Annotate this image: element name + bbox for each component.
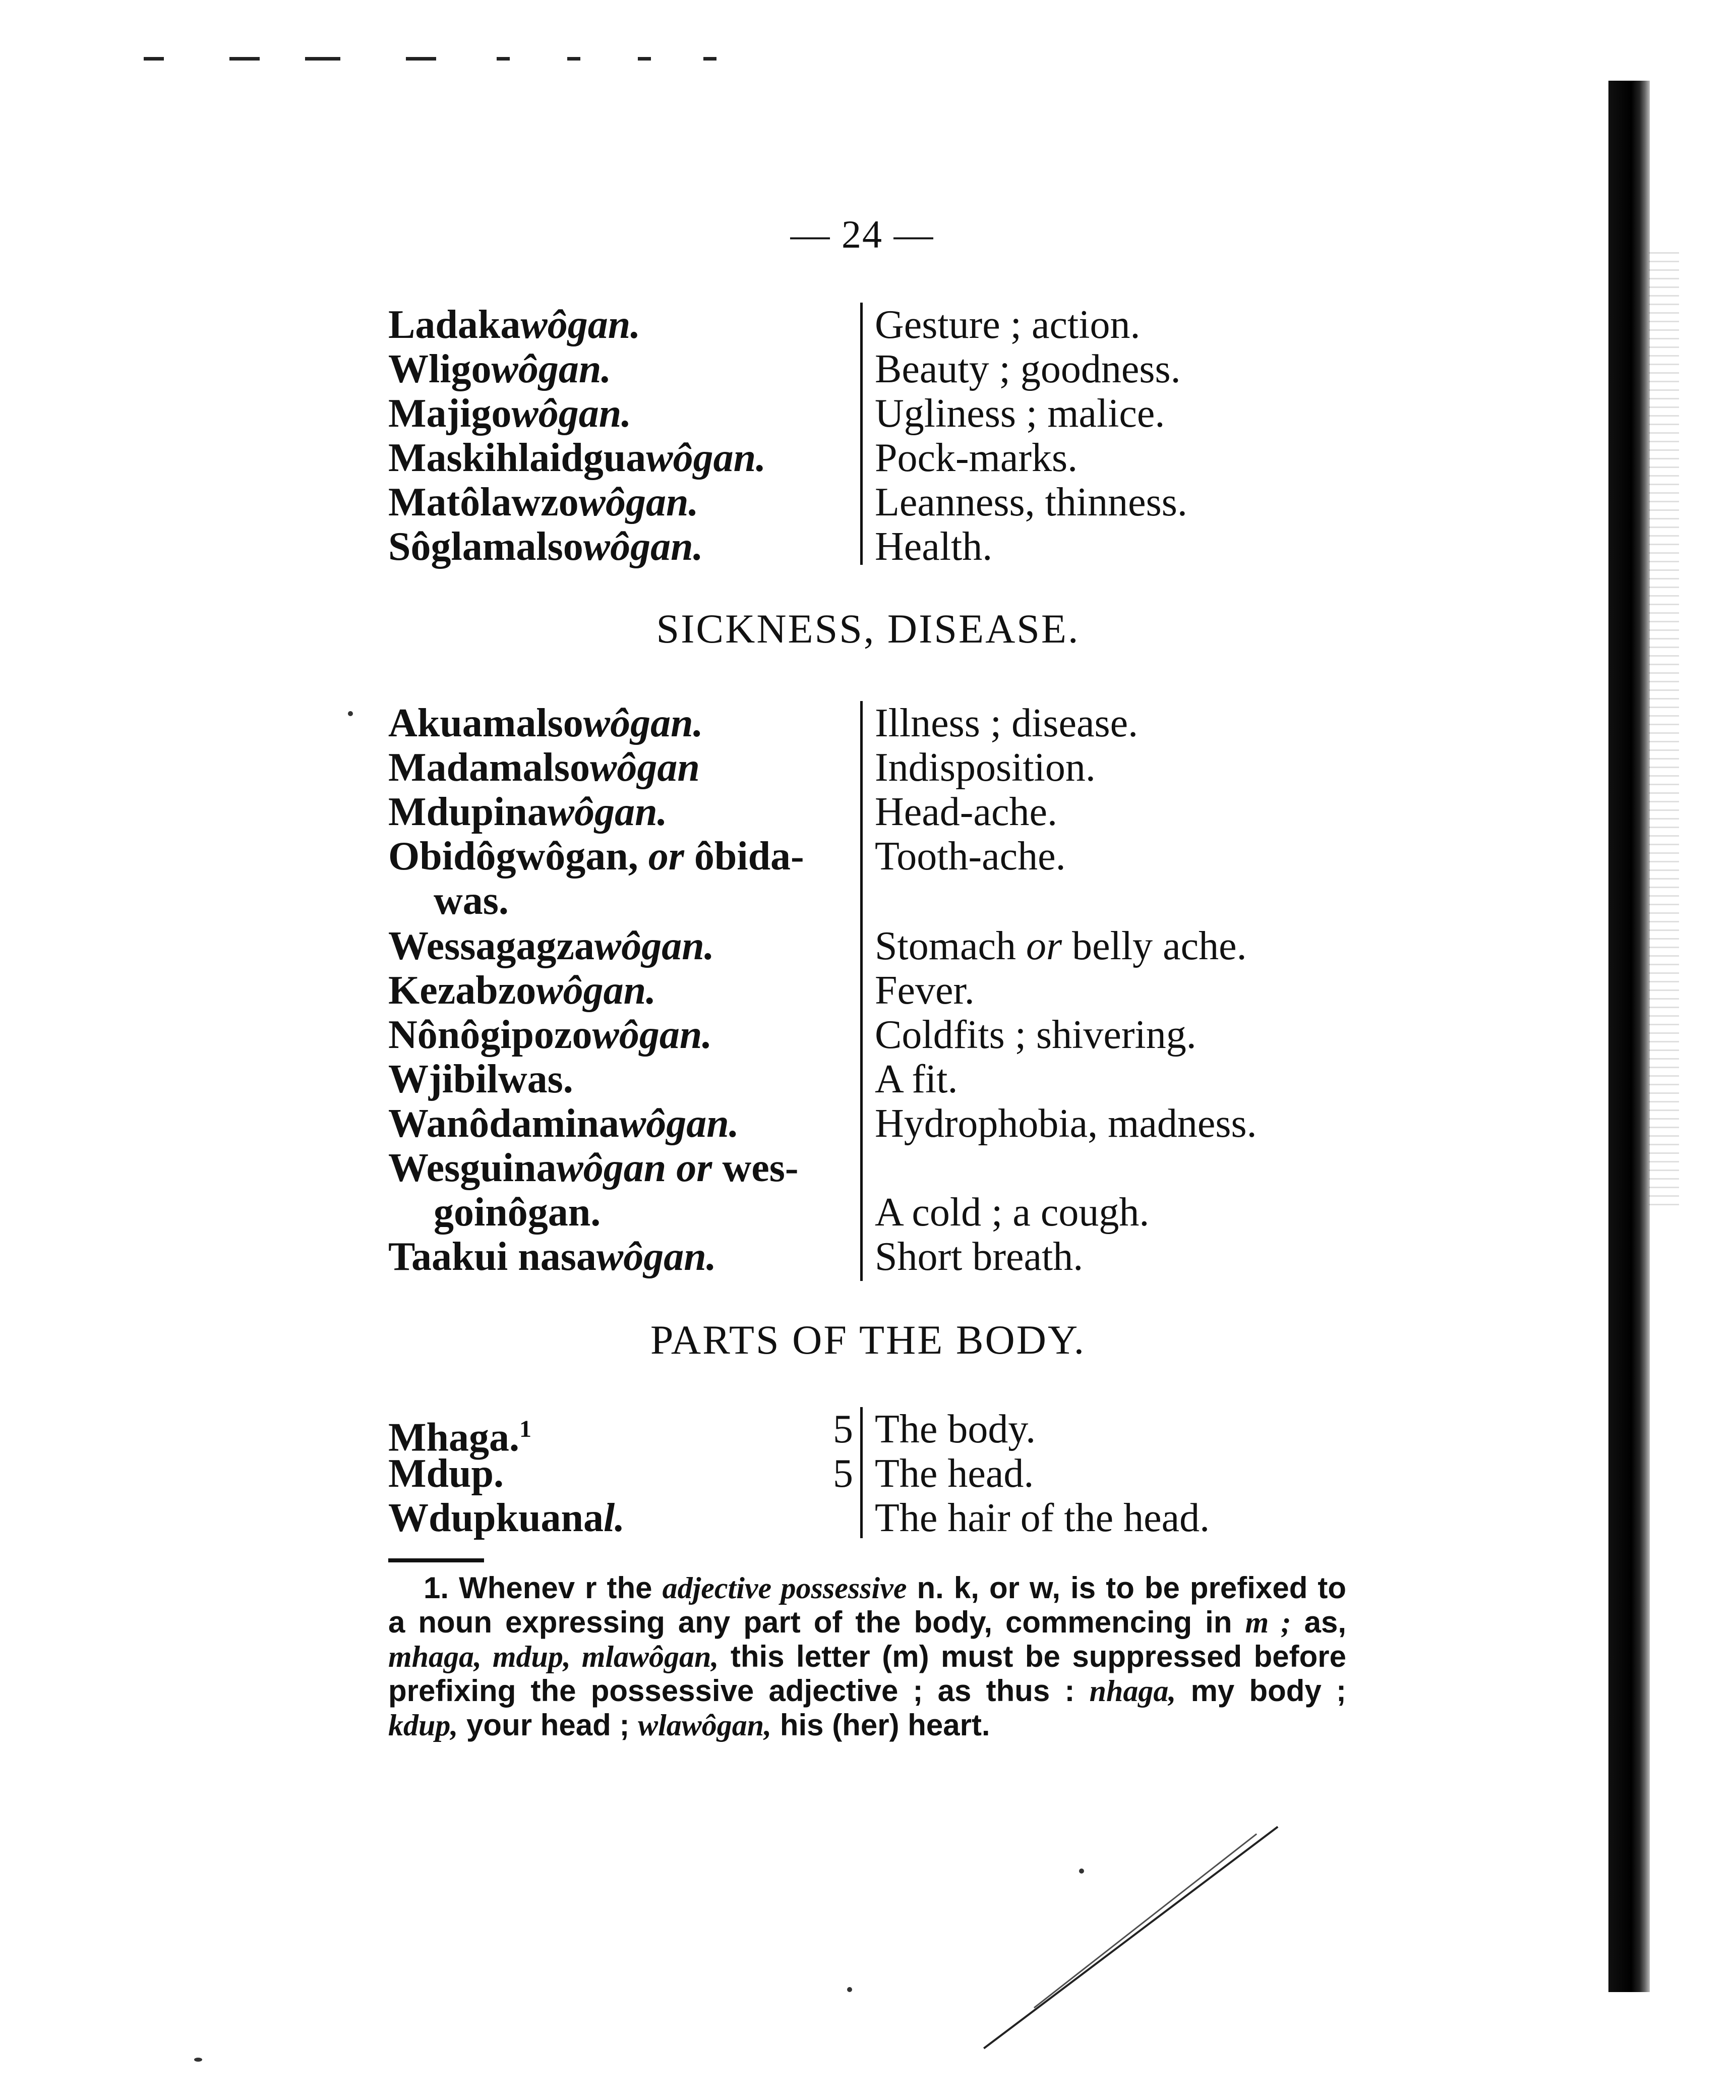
english-gloss: Short breath. (875, 1235, 1084, 1279)
vocab-row (0, 480, 1736, 524)
native-term: Nônôgipozowôgan. (388, 1013, 712, 1057)
vocab-row (0, 1013, 1736, 1057)
english-gloss: Leanness, thinness. (875, 480, 1187, 524)
vocab-row (0, 1235, 1736, 1279)
scan-speck (847, 1987, 852, 1992)
english-gloss: Fever. (875, 968, 975, 1013)
scan-speck (194, 2058, 202, 2062)
english-gloss: Pock-marks. (875, 436, 1078, 480)
pencil-stroke (1034, 1833, 1257, 2008)
vocab-row (0, 1407, 1736, 1460)
section-heading-sickness: SICKNESS, DISEASE. (656, 606, 1080, 652)
footnote-marker: 1 (519, 1416, 531, 1442)
native-term: Wdupkuanal. (388, 1496, 625, 1540)
native-term: Obidôgwôgan, or ôbida- (388, 834, 804, 879)
english-gloss: Head-ache. (875, 790, 1057, 834)
english-gloss: Beauty ; goodness. (875, 347, 1181, 391)
native-term: Matôlawzowôgan. (388, 480, 699, 524)
multiplier-number: 5 (833, 1451, 853, 1496)
native-term: Sôglamalsowôgan. (388, 524, 703, 569)
native-term: Mhaga.$^1$ (388, 1415, 531, 1460)
vocab-row (0, 1496, 1736, 1540)
native-term-continuation: was. (434, 879, 509, 923)
vocab-row (0, 391, 1736, 436)
vocab-row (0, 745, 1736, 790)
english-gloss: Tooth-ache. (875, 834, 1066, 879)
native-term: Taakui nasawôgan. (388, 1235, 716, 1279)
english-gloss: Ugliness ; malice. (875, 391, 1165, 436)
scan-speck (348, 711, 353, 716)
vocab-row (0, 436, 1736, 480)
english-gloss: Gesture ; action. (875, 303, 1141, 347)
vocab-row (0, 834, 1736, 879)
vocab-row (0, 790, 1736, 834)
english-gloss: A cold ; a cough. (875, 1190, 1150, 1235)
vocab-row (0, 1146, 1736, 1190)
english-gloss: Illness ; disease. (875, 701, 1139, 745)
english-gloss: The head. (875, 1451, 1034, 1496)
english-gloss: Hydrophobia, madness. (875, 1101, 1257, 1146)
native-term: Mdupinawôgan. (388, 790, 668, 834)
vocab-row (0, 524, 1736, 569)
vocab-row (0, 968, 1736, 1013)
footnote-rule (388, 1558, 484, 1562)
multiplier-number: 5 (833, 1407, 853, 1451)
native-term: Wanôdaminawôgan. (388, 1101, 739, 1146)
native-term: Wjibilwas. (388, 1057, 573, 1101)
native-term: Ladakawôgan. (388, 303, 641, 347)
native-term: Wesguinawôgan or wes- (388, 1146, 799, 1190)
native-term: Wessagagzawôgan. (388, 924, 714, 968)
english-gloss: Indisposition. (875, 745, 1096, 790)
scan-speck (1079, 1869, 1084, 1874)
vocab-row (0, 347, 1736, 391)
native-term: Wligowôgan. (388, 347, 612, 391)
native-term: Mdup. (388, 1451, 504, 1496)
english-gloss: The hair of the head. (875, 1496, 1210, 1540)
scan-artifact-marks (144, 53, 739, 63)
native-term: Kezabzowôgan. (388, 968, 656, 1013)
page-number: — 24 — (790, 212, 934, 256)
vocab-row (0, 303, 1736, 347)
english-gloss: Coldfits ; shivering. (875, 1013, 1196, 1057)
native-term-continuation: goinôgan. (434, 1190, 601, 1235)
english-gloss: Stomach or belly ache. (875, 924, 1247, 968)
vocab-row-continuation (0, 879, 1736, 923)
pencil-stroke (983, 1826, 1278, 2050)
english-gloss: The body. (875, 1407, 1036, 1451)
native-term: Majigowôgan. (388, 391, 632, 436)
native-term: Madamalsowôgan (388, 745, 700, 790)
english-gloss: Health. (875, 524, 993, 569)
vocab-row-continuation (0, 1190, 1736, 1235)
vocab-row (0, 924, 1736, 968)
footnote: 1. Whenev r the adjective possessive n. k, or w, is to be prefixed to a noun expressing any part of the body, commencing in m ; as, mhaga, mdup, mlawôgan, this letter (m) must be suppressed before prefixing the possessive adjective ; as thus : nhaga, my body ; kdup, your head ; wlawôgan, his (her) heart. (388, 1571, 1347, 1742)
english-gloss: A fit. (875, 1057, 958, 1101)
native-term: Akuamalsowôgan. (388, 701, 703, 745)
vocab-row (0, 1451, 1736, 1496)
vocab-row (0, 1057, 1736, 1101)
native-term: Maskihlaidguawôgan. (388, 436, 766, 480)
vocab-row (0, 1101, 1736, 1146)
section-heading-body: PARTS OF THE BODY. (650, 1317, 1086, 1363)
vocab-row (0, 701, 1736, 745)
